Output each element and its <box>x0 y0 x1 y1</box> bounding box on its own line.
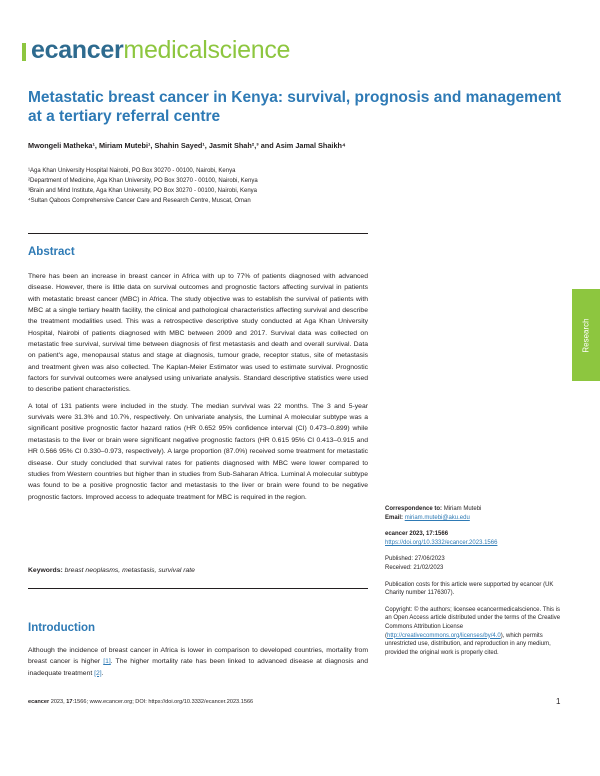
received-date: Received: 21/02/2023 <box>385 564 444 571</box>
publication-support-note: Publication costs for this article were supported by ecancer (UK Charity number 1176307). <box>385 581 554 597</box>
abstract-paragraph-1: There has been an increase in breast cancer in Africa with up to 77% of patients diagnosed with advanced disease. However, there is little data on survival outcomes and prognostic factors affecting survival in patients with metastatic breast cancer (MBC) in Africa. The study objective was to establish the survival of patients with MBC at a single tertiary health facility, the clinical and pathological characteristics affecting survival and describe the treatment modalities used. This was a retrospective descriptive study conducted at Aga Khan University Hospital, Nairobi of patients diagnosed with MBC between 2009 and 2017. Survival data was collected on metastatic free survival, survival time between diagnosis of first metastasis and death and overall survival. Data on patient's age, menopausal status and stage at diagnosis, tumour grade, receptor status, site of metastasis and treatment given was also collected. The Kaplan-Meier Estimator was used to estimate survival. Prognostic factors for survival outcomes were analysed using univariate analysis. Standard descriptive statistics were used to describe patient characteristics. <box>28 273 368 394</box>
abstract-bottom-divider <box>28 588 368 589</box>
research-side-tab <box>572 289 600 381</box>
footer-year: 2023, <box>49 699 67 705</box>
license-link[interactable]: http://creativecommons.org/licenses/by/4.0 <box>387 632 501 639</box>
email-link[interactable]: miriam.mutebi@aku.edu <box>404 514 470 521</box>
logo-text-ecancer: ecancer <box>31 35 124 64</box>
footer-doi: :1566; www.ecancer.org; DOI: https://doi.org/10.3332/ecancer.2023.1566 <box>72 699 254 705</box>
affiliation-3: ³Brain and Mind Institute, Aga Khan University, PO Box 30270 - 00100, Nairobi, Kenya <box>28 188 258 194</box>
citation-line: ecancer 2023, 17:1566 <box>385 531 449 538</box>
footer-volume: 17 <box>66 699 73 705</box>
introduction-body <box>28 645 368 679</box>
correspondence-block <box>385 505 565 522</box>
article-info-sidebar <box>385 505 565 665</box>
citation-link-1[interactable]: [1] <box>103 658 111 666</box>
article-title: Metastatic breast cancer in Kenya: survival, prognosis and management at a tertiary referral centre <box>28 89 562 125</box>
correspondence-label: Correspondence to: <box>385 506 443 512</box>
abstract-heading: Abstract <box>28 246 75 258</box>
copyright-text-b: ), which permits unrestricted use, distribution, and reproduction in any medium, provided the original work is properly cited. <box>385 632 551 656</box>
abstract-body <box>28 271 368 508</box>
email-label: Email: <box>385 514 404 521</box>
side-tab-label: Research <box>581 317 591 353</box>
intro-text-b: . The higher mortality rate has been linked to advanced disease at diagnosis and inadequate treatment <box>28 658 368 677</box>
journal-logo <box>22 34 290 66</box>
dates-block <box>385 555 565 572</box>
logo-text-medicalscience: medicalscience <box>123 35 291 64</box>
intro-text-a: Although the incidence of breast cancer in Africa is lower in comparison to developed countries, mortality from breast cancer is higher <box>28 647 368 666</box>
page-number: 1 <box>556 697 561 706</box>
affiliation-4: ⁴Sultan Qaboos Comprehensive Cancer Care and Research Centre, Muscat, Oman <box>28 198 251 204</box>
keywords-list: breast neoplasms, metastasis, survival rate <box>64 567 195 574</box>
doi-link[interactable]: https://doi.org/10.3332/ecancer.2023.1566 <box>385 539 498 546</box>
logo-bar-icon <box>22 43 26 61</box>
keywords <box>28 567 195 574</box>
affiliations <box>28 166 258 206</box>
copyright-notice <box>385 606 565 658</box>
correspondence-name: Miriam Mutebi <box>443 506 482 512</box>
affiliation-1: ¹Aga Khan University Hospital Nairobi, PO Box 30270 - 00100, Nairobi, Kenya <box>28 168 236 174</box>
page-footer <box>28 699 253 705</box>
abstract-paragraph-2: A total of 131 patients were included in the study. The median survival was 22 months. The 3 and 5-year survivals were 31.3% and 10.7%, respectively. On univariate analysis, the Luminal A molecular subtype was a significant positive prognostic factor hazard ratios (HR 0.652 95% confidence interval (CI) 0.473–0.899) while metastasis to the liver or brain were significant negative prognostic factors (HR 0.615 95% CI 0.413–0.915 and HR 0.566 95% CI 0.330–0.973, respectively). A large proportion (87.0%) received some treatment for metastatic disease. Our study concluded that survival rates for patients diagnosed with MBC were lower compared to studies from Western countries but higher than in studies from Sub-Saharan Africa. Luminal A molecular subtype was found to be a positive prognostic factor and metastasis to the liver or brain were found to be negative prognostic factors. Improved access to adequate treatment for MBC is required in the region. <box>28 402 368 501</box>
footer-journal: ecancer <box>28 699 50 705</box>
affiliation-2: ²Department of Medicine, Aga Khan University, PO Box 30270 - 00100, Nairobi, Kenya <box>28 178 258 184</box>
intro-text-c: . <box>101 669 104 677</box>
author-list: Mwongeli Matheka¹, Miriam Mutebi¹, Shahin Sayed¹, Jasmit Shah²,³ and Asim Jamal Shaikh⁴ <box>28 141 346 150</box>
introduction-heading: Introduction <box>28 622 96 634</box>
abstract-top-divider <box>28 233 368 234</box>
citation-block <box>385 530 565 547</box>
published-date: Published: 27/06/2023 <box>385 556 445 563</box>
keywords-label: Keywords: <box>28 567 63 574</box>
copyright-text-a: Copyright: © the authors; licensee ecancermedicalscience. This is an Open Access article distributed under the terms of the Creative Commons Attribution License ( <box>385 606 561 639</box>
citation-link-2[interactable]: [2] <box>94 669 102 677</box>
